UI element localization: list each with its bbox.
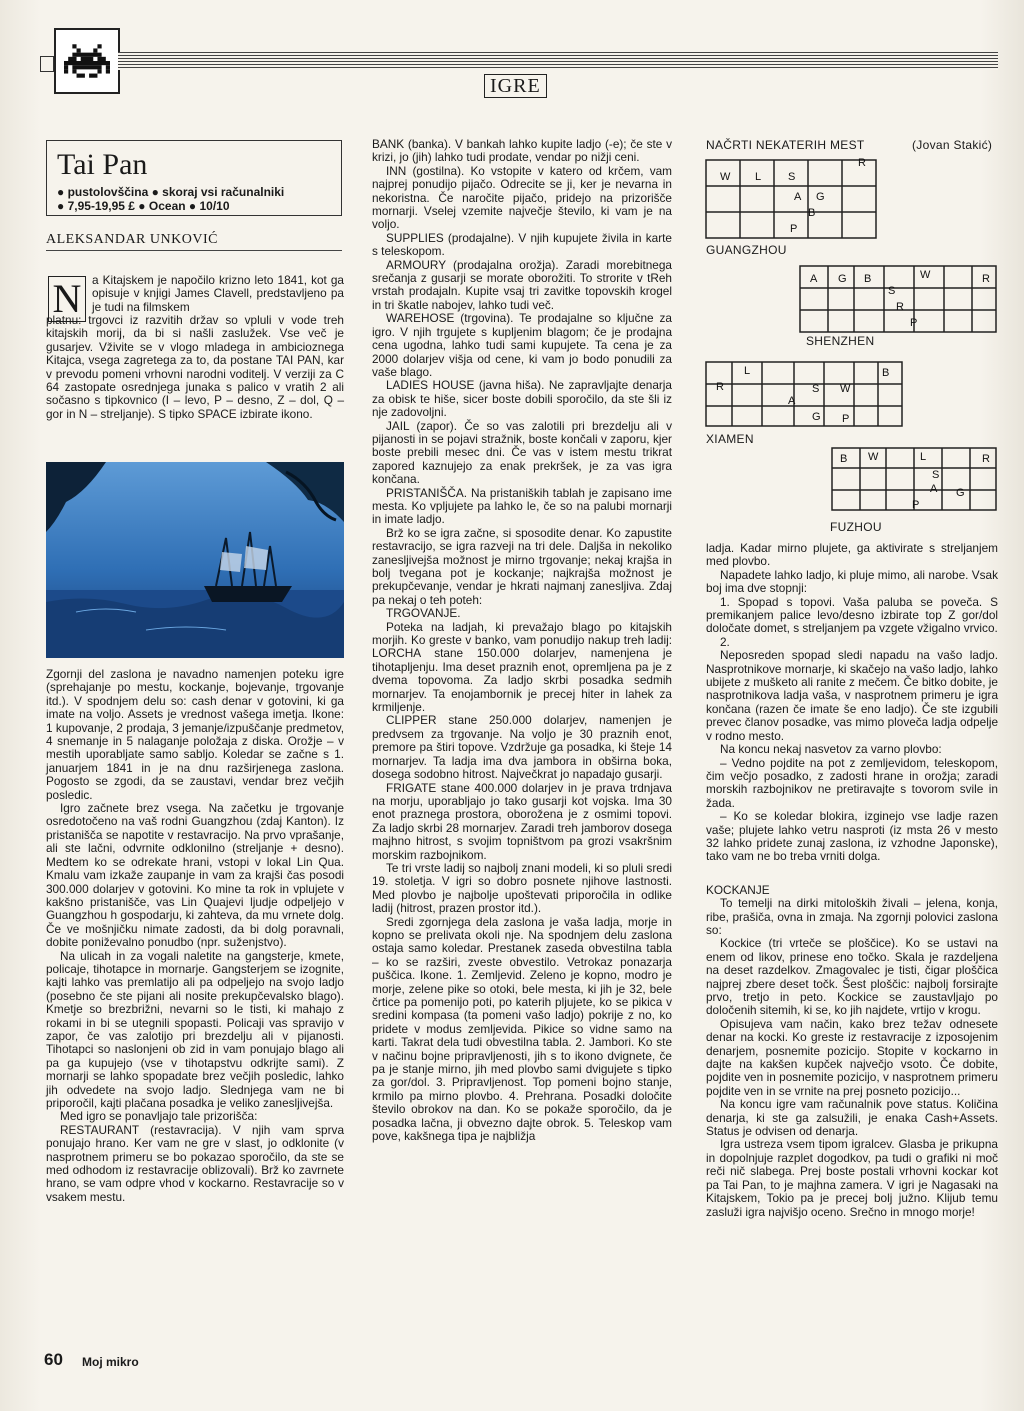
col2-paragraph: SUPPLIES (prodajalne). V njih kupujete živila in karte s teleskopom. — [372, 230, 672, 259]
col3-paragraph: To temelji na dirki mitoloških živali – jelena, konja, ribe, prašiča, ovna in zmaja. Na zgornji polovici zaslona so: — [706, 896, 998, 937]
map-mark: R — [896, 301, 904, 313]
map-mark: S — [788, 171, 796, 183]
map-mark: R — [716, 381, 724, 393]
col2-paragraph: Poteka na ladjah, ki prevažajo blago po kitajskih morjih. Ko greste v banko, vam ponudijo nakup treh ladij: LORCHA stane 150.000 dolarjev, namenjena je tihotapljenju. Ima deset praznih enot, opremljena pa je z dvema topovoma. Za ladjo skrbi posadka sedmih mornarjev. Ta enojambornik je precej hiter in lahek za krmiljenje. — [372, 619, 672, 715]
map-mark: R — [982, 453, 990, 465]
space-invader-icon — [64, 41, 110, 81]
author-name: ALEKSANDAR UNKOVIĆ — [46, 232, 218, 247]
col2-paragraph: Sredi zgornjega dela zaslona je vaša ladja, morje in kopno se prelivata okoli nje. Na spodnjem delu zaslona ostaja samo koledar. Prestanek zaseda obvestilna tabla – ko se razširi, zveste obvestilo. Vetrokaz ponazarja puščica. Ikone. 1. Zemljevid. Zeleno je kopno, modro je morje, zelene pike so otoki, bele mesta, ki jih je 32, bele črtice pa pomenijo poti, po katerih pljujete, ko se pikica v sredini kompasa (ta pomeni vašo ladjo) pokrije z no, ko pridete v modus zemljevida. Pikice so vidne samo na karti. Takrat dela tudi obvestilna tabla. 2. Jambori. Ko ste v načinu bojne pripravljenosti, jih s to ikono dvignete, če pa je stanje mirno, jih med plovbo sami dvigujete s tipko za gor/dol. 3. Pripravljenost. Top pomeni bojno stanje, krmilo pa mirno plovbo. 4. Prehrana. Posadki določite število obrokov na dan. Ko se pokaže sporočilo, da je posadka lačna, ji obvezno dajte obrok. 5. Teleskop vam pove, kakšnega tipa je najbližja — [372, 914, 672, 1144]
map-mark: W — [920, 269, 931, 281]
map-mark: P — [790, 223, 798, 235]
map-mark: P — [842, 413, 850, 425]
map-mark: W — [840, 383, 851, 395]
col2-paragraph: CLIPPER stane 250.000 dolarjev, namenjen je predvsem za trgovanje. Na voljo je 30 praznih enot, premore pa štiri topove. Vzdržuje ga posadka, ki šteje 14 mornarjev. Ta ladja ima dva jambora in obširna boka, dosega sodobno hitrost. Največkrat jo napadajo gusarji. — [372, 713, 672, 782]
map-mark: B — [882, 367, 890, 379]
col1-paragraph: Med igro se ponavljajo tale prizorišča: — [60, 1109, 258, 1124]
magazine-name: Moj mikro — [82, 1355, 139, 1369]
map-mark: A — [930, 483, 938, 495]
col2-paragraph: BANK (banka). V bankah lahko kupite ladjo (-e); če ste v krizi, jo (jih) lahko tudi prodate, vendar po nižji ceni. — [372, 137, 672, 165]
map-mark: L — [755, 171, 762, 183]
col3-paragraph: Na koncu nekaj nasvetov za varno plovbo: — [720, 742, 942, 757]
map-label-fuzhou: FUZHOU — [830, 520, 882, 534]
map-mark: S — [888, 285, 896, 297]
map-label-guangzhou: GUANGZHOU — [706, 243, 787, 257]
col2-paragraph: WAREHOSE (trgovina). Te prodajalne so ključne za igro. V njih trgujete s kupljenim blagom; če je prodajna cena ugodna, lahko tudi sami kupujete. Ta cena je za 2000 dolarjev višja od cene, ki vam jo bodo ponudili za vaše blago. — [372, 311, 672, 379]
author-divider — [46, 250, 342, 251]
col2-paragraph: Brž ko se igra začne, si sposodite denar. Ko zapustite restavracijo, se igra razveji na tri dele. Daljša in nekoliko zanesljivejša možnost je mirno trgovanje; nekaj krajša in bolj tvegana pot je kockanje; najkrajša možnost je prekupčevanje, vendar je hkrati najmanj zanesljiva. Zdaj pa nekaj o teh poteh: — [372, 525, 672, 607]
map-mark: S — [812, 383, 820, 395]
col1-paragraph: RESTAURANT (restavracija). V njih vam sprva ponujajo hrano. Ker vam ne gre v slast, jo odklonite (v nasprotnem primeru se bo pokazao sporočilo, da ste se med odhodom iz restavracije oblizovali). Brž ko zavrnete hrano, se vam odpre vhod v kockarno. Restavracije so v vsakem mestu. — [46, 1122, 344, 1204]
col3-paragraph: – Vedno pojdite na pot z zemljevidom, teleskopom, čim večjo posadko, z zadosti hrane in orožja; zaradi morskih razbojnikov ne pretiravajte s tovorom svile in žada. — [706, 755, 998, 810]
col3-paragraph: Igra ustreza vsem tipom igralcev. Glasba je prikupna in dopolnjuje razplet dogodkov, pa tudi o grafiki ni moč reči nič slabega. Prej boste postali vrhovni kockar kot pa Tai Pan, to je majhna zamera. V igri je Nagasaki na Kitajskem, Tokio pa je precej bolj južno. Klijub temu zasluži igra najvišjo oceno. Srečno in mnogo morje! — [706, 1137, 998, 1219]
col2-paragraph: LADIES HOUSE (javna hiša). Ne zapravljajte denarja za obisk te hiše, sicer boste dobili sporočilo, da ste šli iz nje zadovoljni. — [372, 378, 672, 420]
col3-paragraph: Opisujeva vam način, kako brez težav odnesete denar na kocki. Ko greste iz restavracije z izposojenim denarjem, posnemite pozicijo. Stopite v kockarno in dajte na kakšen kupček največjo vsoto. Če dobite, pojdite ven in posnemite pozicijo, v nasprotnem primeru pojdite ven in se vrnite na prej posneto pozicijo... — [706, 1016, 998, 1098]
col3-paragraph: 1. Spopad s topovi. Vaša paluba se poveča. S premikanjem palice levo/desno izbirate top Z gor/dol določate domet, s streljanjem pa vzgete vžigalno vrvico. — [706, 594, 998, 636]
map-mark: P — [912, 499, 920, 511]
map-mark: G — [956, 487, 965, 499]
col2-paragraph: TRGOVANJE. — [386, 606, 461, 621]
map-mark: G — [838, 273, 847, 285]
map-mark: P — [910, 317, 918, 329]
xiamen-map — [706, 362, 902, 426]
column-3-body — [706, 542, 998, 1219]
page-number: 60 — [44, 1350, 63, 1369]
maps-credit: (Jovan Stakić) — [912, 138, 993, 152]
tags-line-1: ● pustolovščina ● skoraj vsi računalniki — [57, 185, 285, 199]
col3-paragraph: – Ko se koledar blokira, izginejo vse ladje razen vaše; plujete lahko vetru nasproti (iz msta 26 v mesto 32 lahko pridete zunaj zaslona, iz vzhodne Japonske), tako vam ne bo treba vrniti dolga. — [706, 809, 998, 864]
article-title: Tai Pan — [57, 148, 148, 181]
map-mark: W — [868, 451, 879, 463]
col1-paragraph: Zgornji del zaslona je navadno namenjen poteku igre (sprehajanje po mestu, kockanje, bojevanje, trgovanje itd.). V spodnjem delu so: cash denar v gotovini, ki ga imate na voljo. Assets je vrednost vašega imetja. Ikone: 1 kupovanje, 2 prodaja, 3 jemanje/izpuščanje predmetov, 4 snemanje in 5 nalaganje položaja z diska. Orožje – v mestih uporabljate samo sabljo. Koledar se začne s 1. januarjem 1841 in je na dnu razširjenega zaslona. Pogosto se zgodi, da se zaustavi, vendar brez večjih posledic. — [46, 667, 344, 802]
section-label: IGRE — [484, 74, 547, 98]
map-mark: A — [788, 395, 796, 407]
col2-paragraph: Te tri vrste ladij so najbolj znani modeli, ki so pluli sredi 19. stoletja. V igri so dobro posnete njihove lastnosti. Med plovbo je najbolje upoštevati priporočila in odlike ladij (hitrost, prazen prostor itd.). — [372, 860, 672, 916]
tags-line-2: ● 7,95-19,95 £ ● Ocean ● 10/10 — [57, 199, 230, 213]
header-rule — [118, 52, 998, 70]
map-mark: A — [810, 273, 818, 285]
map-mark: G — [812, 411, 821, 423]
col3-paragraph: Kockice (tri vrteče se ploščice). Ko se ustavi na enem od likov, prinese eno točko. Skala je razdeljena na deset razdelkov. Zmagovalec je tisti, čigar ploščica najprej zbere deset točk. Šest ploščic: najbolj forsirajte prvo, tretjo in peto. Kockice se zaustavljajo po določenih sitemih, ki se, ko jih najdete, vrtijo v krogu. — [706, 936, 998, 1018]
map-mark: A — [794, 191, 802, 203]
col1-paragraph: Na ulicah in za vogali naletite na gangsterje, kmete, policaje, tihotapce in mornarje. Gangsterjem se izognite, kajti lahko vas premlatijo ali pa odpeljejo na svojo ladjo (posebno če ste pijani ali nosite prekupčevalsko blago). Kmetje so brezbrižni, nevarni so le tisti, ki mahajo z rokami in bi se utegnili spopasti. Policaji vas spravijo v zapor, če vas zalotijo pri brezdelju ali v pijanosti. Tihotapci so naslonjeni ob zid in vam ponujajo blago ali pa ga kupujejo (vse v tihotapstvu odkrijte sami). Z mornarji se lahko spopadate brez večjih posledic, lahko jih odvedete na svojo ladjo. Slednjega vam ne bi priporočil, kajti plačana posadka je veliko zanesljivejša. — [46, 948, 344, 1110]
map-mark: L — [920, 451, 927, 463]
map-label-xiamen: XIAMEN — [706, 432, 754, 446]
intro-paragraph-start: a Kitajskem je napočilo krizno leto 1841, kot ga opisuje v knjigi James Clavell, predstavljeno pa je tudi na filmskem — [92, 273, 344, 314]
col1-paragraph: Igro začnete brez vsega. Na začetku je trgovanje osredotočeno na vaš rodni Guangzhou (zdaj Kanton). Iz pristanišča se napotite v restavracijo. Na prvo vprašanje, ali ste lačni, odvrnite odklonilno (streljanje + desno). Medtem ko se odrekate hrani, vstopi v lokal Lin Qua. Kmalu vam izkaže zaupanje in vam za krajši čas posodi 300.000 dolarjev v gotovini. Ko mine ta rok in vplujete v kakšno pristanišče, vas Lin Quajevi ljudje odpeljejo v Guangzhou h gospodarju, ki zahteva, da mu vrnete dolg. Če ve mošnjičku nimate zadosti, da bi dolg poravnali, dobite poniževalno ponudbo (npr. suženjstvo). — [46, 801, 344, 950]
header-bar-cap — [40, 56, 54, 72]
article-tags — [57, 185, 337, 213]
map-label-shenzhen: SHENZHEN — [806, 334, 875, 348]
map-mark: B — [840, 453, 848, 465]
intro-paragraph-rest: platnu: trgovci iz razvitih držav so vpluli v vode treh kitajskih morij, da bi si našli zaslužek. Vse več je gusarjev. Vživite se v vlogo mladega in ambicioznega Kitajca, vsega zagretega za to, da postane TAI PAN, kar v prevodu pomeni vrhovni narodni voditelj. V verziji za C 64 zastopate osrednjega junaka s palico v vratih 2 ali sočasno s tipkovnico (I – levo, P – desno, Z – dol, Q – gor in N – streljanje). S tipko SPACE izbirate ikono. — [46, 313, 344, 421]
ship-illustration — [46, 462, 344, 658]
map-mark: W — [720, 171, 731, 183]
title-box — [46, 140, 342, 216]
col3-paragraph: Neposreden spopad sledi napadu na vašo ladjo. Nasprotnikove mornarje, ki skačejo na vašo ladjo, lahko ubijete z mušketo ali ranite z mečem. Če bitko dobite, je nasprotnikova ladja vaša, v nasprotnem primeru je igra končana (razen če imate še eno ladjo). Če ste izgubili prevec članov posadke, vas mimo plovеča ladja odpelje v rodno mesto. — [706, 648, 998, 743]
map-mark: S — [932, 469, 940, 481]
shenzhen-map — [800, 266, 996, 332]
col2-paragraph: ARMOURY (prodajalna orožja). Zaradi morebitnega srečanja z gusarji se morate oborožiti. To strorite v tReh vrstah prodajaln. Kupite vsaj tri zavitke topovskih krogel in tri škatle nabojev, lahko tudi več. — [372, 257, 672, 312]
col2-paragraph: PRISTANIŠČA. Na pristaniških tablah je zapisano ime mesta. Ko vpljujete pa lahko le, če so na palubi mornarji in imate ladjo. — [372, 485, 672, 527]
col3-paragraph: ladja. Kadar mirno plujete, ga aktivirate s streljanjem med plovbo. — [706, 541, 998, 569]
column-2-body — [372, 138, 672, 1143]
map-mark: L — [744, 365, 751, 377]
maps-heading: NAČRTI NEKATERIH MEST — [706, 138, 865, 152]
map-mark: B — [864, 273, 872, 285]
section-logo — [54, 28, 120, 94]
col3-subheading: KOCKANJE — [706, 882, 770, 897]
map-mark: B — [808, 207, 816, 219]
col3-paragraph: Na koncu igre vam računalnik pove status. Količina denarja, ki ste ga zalsužili, je enaka Cash+Assets. Status je odvisen od denarja. — [706, 1097, 998, 1139]
col2-paragraph: FRIGATE stane 400.000 dolarjev in je prava trdnjava na morju, uporabljajo jo tako gusarji kot vojska. Ima 30 enot praznega prostora, oborožena je z osmimi topovi. Za ladjo skrbi 28 mornarjev. Zaradi treh jamborov dosega majhno hitrost, s svojim topništvom pa grozi vsakršnim morskim razbojnikom. — [372, 780, 672, 862]
map-mark: G — [816, 191, 825, 203]
column-1-body — [46, 668, 344, 1204]
col2-paragraph: INN (gostilna). Ko vstopite v katero od krčem, vam najprej ponudijo pijačo. Odrecite se ji, ker je nevarna in nekoristna. Če naročite pijačo, pridejo na prizorišče mornarji. Vselej vzemite največje število, ki vam je na voljo. — [372, 163, 672, 232]
drop-cap: N — [48, 276, 86, 322]
game-screenshot — [46, 462, 344, 658]
col3-paragraph: 2. — [720, 634, 730, 649]
col2-paragraph: JAIL (zapor). Če so vas zalotili pri brezdelju ali v pijanosti in se pojavi stražnik, boste končali v zaporu, kjer boste prebili mesec dni. Če vas v istem mestu trikrat zapored kaznujejo za enak prekršek, je za vas igra končana. — [372, 418, 672, 487]
map-mark: R — [858, 157, 866, 169]
col3-paragraph: Napadete lahko ladjo, ki pluje mimo, ali narobe. Vsak boj ima dve stopnji: — [706, 567, 998, 596]
map-mark: R — [982, 273, 990, 285]
